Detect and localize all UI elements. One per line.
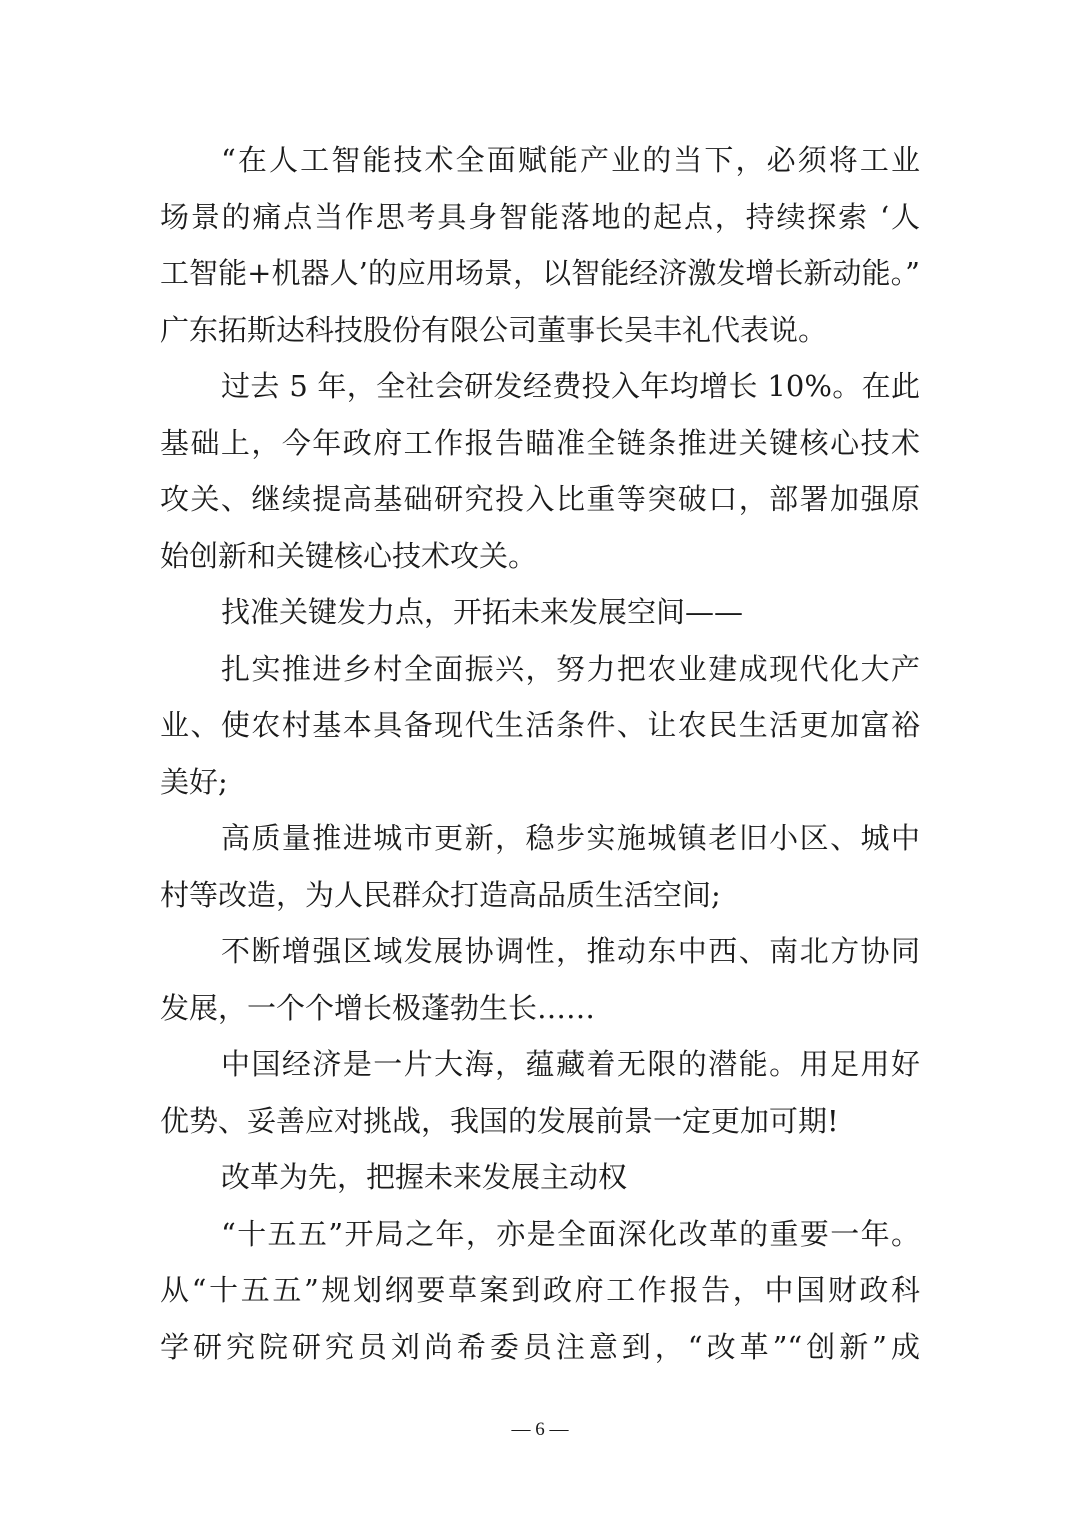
paragraph-6-line-1: 不断增强区域发展协调性，推动东中西、南北方协同 bbox=[221, 934, 920, 968]
paragraph-2-line-4: 始创新和关键核心技术攻关。 bbox=[160, 539, 538, 573]
page-number: — 6 — bbox=[511, 1419, 569, 1440]
paragraph-7-line-2: 优势、妥善应对挑战，我国的发展前景一定更加可期! bbox=[160, 1104, 839, 1138]
paragraph-1-line-3: 工智能+机器人’的应用场景，以智能经济激发增长新动能。” bbox=[160, 256, 920, 290]
paragraph-1-line-4: 广东拓斯达科技股份有限公司董事长吴丰礼代表说。 bbox=[160, 313, 828, 347]
paragraph-1-line-1: “在人工智能技术全面赋能产业的当下，必须将工业 bbox=[221, 143, 920, 177]
paragraph-2-line-2: 基础上，今年政府工作报告瞄准全链条推进关键核心技术 bbox=[160, 426, 920, 460]
paragraph-6-line-2: 发展，一个个增长极蓬勃生长…… bbox=[160, 991, 596, 1025]
paragraph-9-line-2: 从“十五五”规划纲要草案到政府工作报告，中国财政科 bbox=[160, 1273, 920, 1307]
paragraph-2-line-3: 攻关、继续提高基础研究投入比重等突破口，部署加强原 bbox=[160, 482, 920, 516]
paragraph-1-line-2: 场景的痛点当作思考具身智能落地的起点，持续探索 ‘人 bbox=[160, 200, 920, 234]
paragraph-4-line-2: 业、使农村基本具备现代生活条件、让农民生活更加富裕 bbox=[160, 708, 920, 742]
paragraph-2-line-1: 过去 5 年，全社会研发经费投入年均增长 10%。在此 bbox=[221, 369, 920, 403]
paragraph-4-line-3: 美好; bbox=[160, 765, 228, 799]
paragraph-5-line-2: 村等改造，为人民群众打造高品质生活空间; bbox=[160, 878, 721, 912]
paragraph-3-line-1: 找准关键发力点，开拓未来发展空间—— bbox=[221, 595, 744, 629]
paragraph-9-line-1: “十五五”开局之年，亦是全面深化改革的重要一年。 bbox=[221, 1217, 920, 1251]
paragraph-4-line-1: 扎实推进乡村全面振兴，努力把农业建成现代化大产 bbox=[221, 652, 920, 686]
paragraph-5-line-1: 高质量推进城市更新，稳步实施城镇老旧小区、城中 bbox=[221, 821, 920, 855]
paragraph-7-line-1: 中国经济是一片大海，蕴藏着无限的潜能。用足用好 bbox=[221, 1047, 920, 1081]
paragraph-9-line-3: 学研究院研究员刘尚希委员注意到，“改革”“创新”成 bbox=[160, 1330, 920, 1364]
section-heading: 改革为先，把握未来发展主动权 bbox=[221, 1160, 628, 1194]
